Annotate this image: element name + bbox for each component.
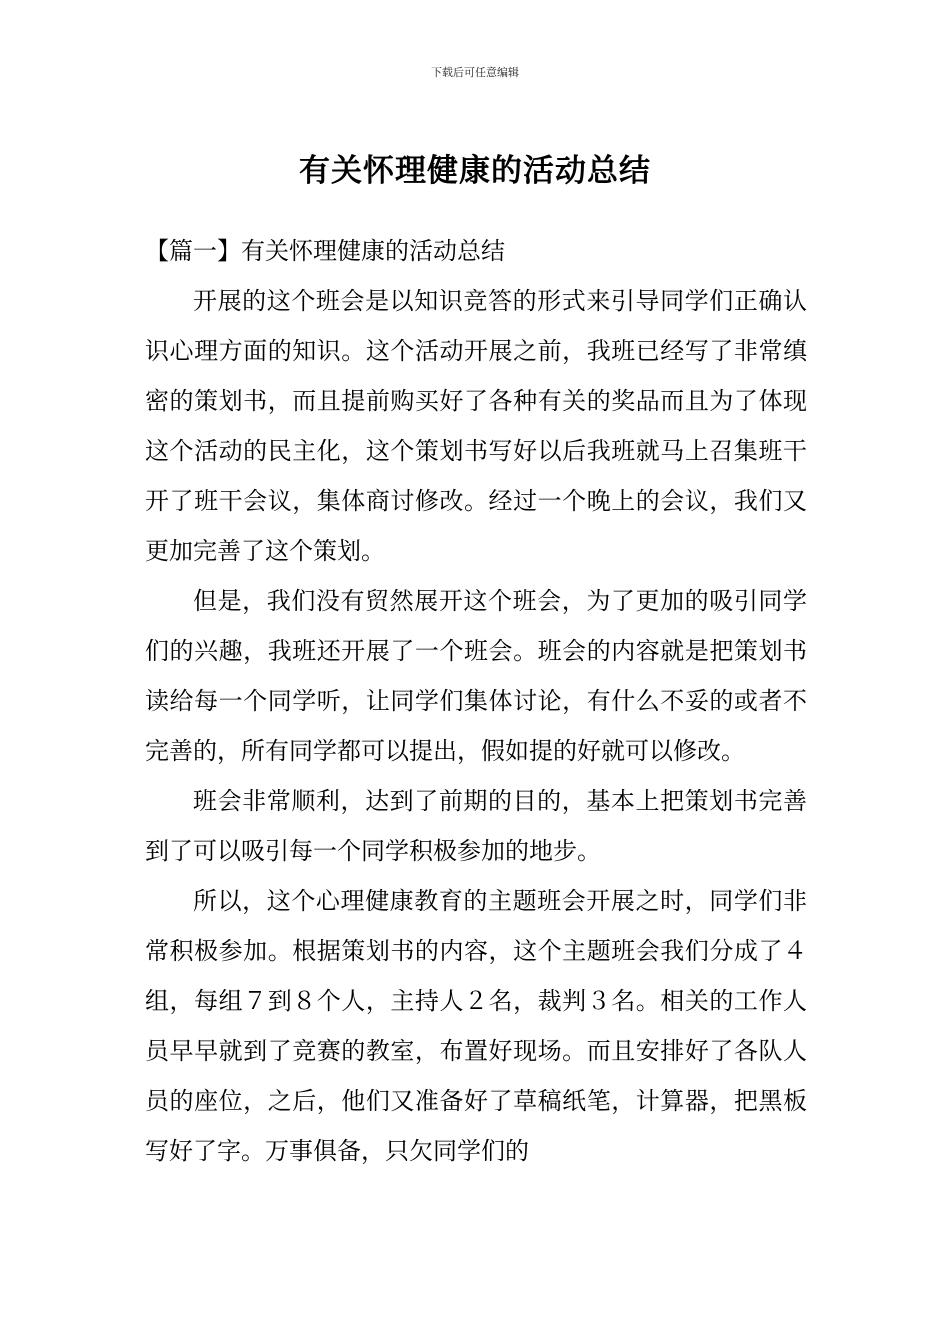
- document-title: 有关怀理健康的活动总结: [299, 152, 651, 189]
- body-paragraph-4: 所以，这个心理健康教育的主题班会开展之时，同学们非常积极参加。根据策划书的内容，这个主题班会我们分成了４组，每组７到８个人，主持人２名，裁判３名。相关的工作人员早早就到了竞赛的教室，布置好现场。而且安排好了各队人员的座位，之后，他们又准备好了草稿纸笔，计算器，把黑板写好了字。万事俱备，只欠同学们的: [145, 887, 807, 1165]
- document-body: [145, 226, 807, 1176]
- body-paragraph-3: 班会非常顺利，达到了前期的目的，基本上把策划书完善到了可以吸引每一个同学积极参加的地步。: [145, 787, 807, 865]
- section-heading: 【篇一】有关怀理健康的活动总结: [145, 237, 505, 265]
- body-paragraph-1: 开展的这个班会是以知识竞答的形式来引导同学们正确认识心理方面的知识。这个活动开展之前，我班已经写了非常缜密的策划书，而且提前购买好了各种有关的奖品而且为了体现这个活动的民主化，这个策划书写好以后我班就马上召集班干开了班干会议，集体商讨修改。经过一个晚上的会议，我们又更加完善了这个策划。: [145, 287, 807, 565]
- page-header-note: 下载后可任意编辑: [431, 66, 519, 79]
- body-paragraph-2: 但是，我们没有贸然展开这个班会，为了更加的吸引同学们的兴趣，我班还开展了一个班会。班会的内容就是把策划书读给每一个同学听，让同学们集体讨论，有什么不妥的或者不完善的，所有同学都可以提出，假如提的好就可以修改。: [145, 587, 807, 765]
